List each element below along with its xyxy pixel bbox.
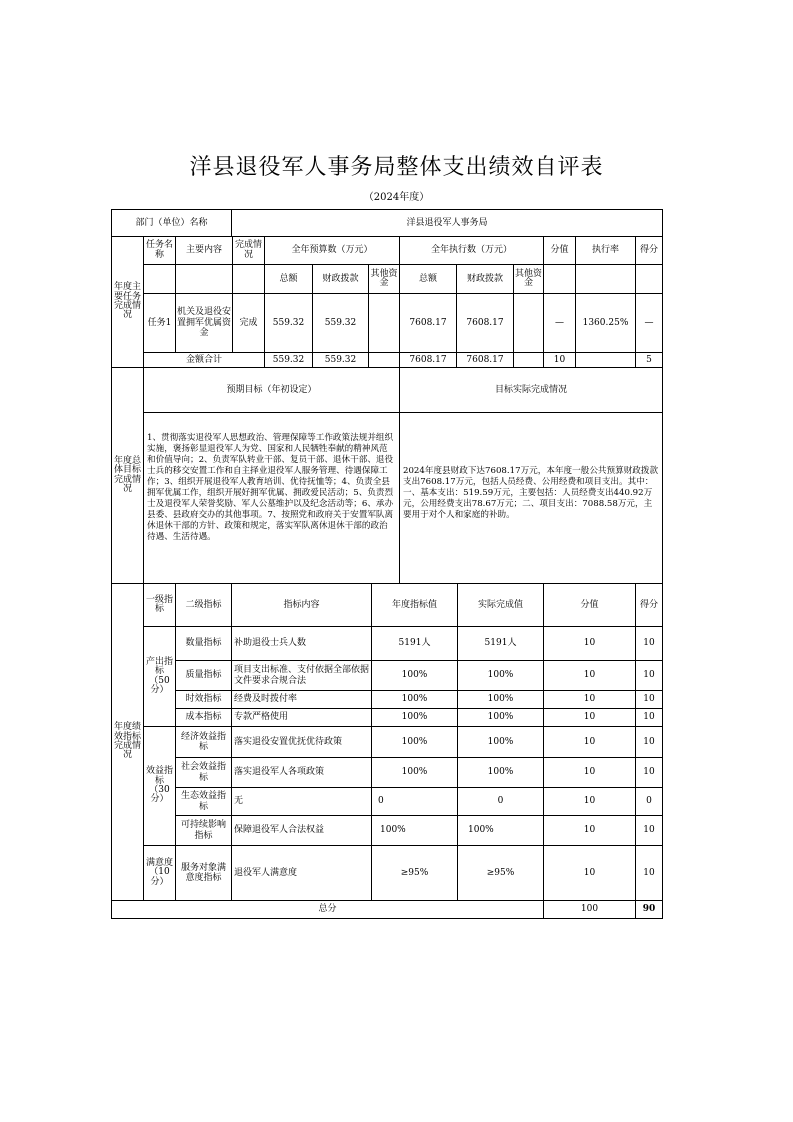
perf-header-l1: 一级指标 xyxy=(143,583,176,627)
perf-header-target: 年度指标值 xyxy=(371,583,458,627)
goal-actual-text: 2024年度县财政下达7608.17万元，本年度一般公共预算财政拨款支出7608.17万元，包括人员经费、公用经费和项目支出。其中：一、基本支出：519.59万元，主要包括：人员经费支出440.92万元，公用经费支出78.67万元；二、项目支出：7088.58万元，主要用于对个人和家庭的补助。 xyxy=(399,412,663,584)
total-got: 90 xyxy=(635,900,663,919)
indicator-target: 100% xyxy=(371,690,458,709)
indicator-l2: 服务对象满意度指标 xyxy=(175,845,232,901)
task-blank-2 xyxy=(175,264,233,294)
task1-score: — xyxy=(543,293,576,353)
indicator-target: 100% xyxy=(371,660,458,691)
task-header-score: 分值 xyxy=(543,236,576,265)
budget-total-header: 总额 xyxy=(264,264,313,294)
indicator-content: 落实退役安置优抚优待政策 xyxy=(231,726,372,758)
perf-header-l2: 二级指标 xyxy=(175,583,232,627)
dept-label: 部门（单位）名称 xyxy=(111,209,232,237)
indicator-target: 100% xyxy=(371,726,458,758)
indicator-l2: 经济效益指标 xyxy=(175,726,232,758)
task1-budget-other xyxy=(368,293,400,353)
indicator-score: 10 xyxy=(543,660,636,691)
indicator-actual: 100% xyxy=(457,726,544,758)
indicator-got: 10 xyxy=(635,690,663,709)
sum-rate xyxy=(575,352,636,368)
sum-got: 5 xyxy=(635,352,663,368)
indicator-l2: 生态效益指标 xyxy=(175,787,232,816)
indicator-content: 项目支出标准、支付依据全部依据文件要求合规合法 xyxy=(231,660,372,691)
task-blank-6 xyxy=(635,264,663,294)
sum-exec-total: 7608.17 xyxy=(399,352,457,368)
indicator-score: 10 xyxy=(543,690,636,709)
indicator-score: 10 xyxy=(543,815,636,846)
indicator-score: 10 xyxy=(543,757,636,788)
indicator-score: 10 xyxy=(543,845,636,901)
task-header-rate: 执行率 xyxy=(575,236,636,265)
perf-header-got: 得分 xyxy=(635,583,663,627)
sum-exec-other xyxy=(513,352,544,368)
indicator-score: 10 xyxy=(543,726,636,758)
exec-total-header: 总额 xyxy=(399,264,457,294)
task-section-label: 年度主要任务完成情况 xyxy=(111,236,144,368)
indicator-actual: 100% xyxy=(457,690,544,709)
total-label: 总分 xyxy=(111,900,544,919)
perf-header-content: 指标内容 xyxy=(231,583,372,627)
indicator-content: 无 xyxy=(231,787,372,816)
indicator-got: 10 xyxy=(635,708,663,727)
indicator-l2: 成本指标 xyxy=(175,708,232,727)
indicator-l2: 可持续影响指标 xyxy=(175,815,232,846)
indicator-got: 10 xyxy=(635,757,663,788)
task-blank-1 xyxy=(143,264,176,294)
task1-exec-fiscal: 7608.17 xyxy=(456,293,514,353)
goal-expected-text: 1、贯彻落实退役军人思想政治、管理保障等工作政策法规并组织实施，褒扬彰显退役军人为党、国家和人民牺牲奉献的精神风范和价值导向；2、负责军队转业干部、复员干部、退休干部、退役士兵的移交安置工作和自主择业退役军人服务管理、待遇保障工作；3、组织开展退役军人教育培训、优待抚恤等；4、负责全县拥军优属工作，组织开展好拥军优属、拥政爱民活动；5、负责烈士及退役军人荣誉奖励、军人公墓维护以及纪念活动等；6、承办县委、县政府交办的其他事项。7、按照党和政府关于安置军队离休退休干部的方针、政策和规定，落实军队离休退休干部的政治待遇、生活待遇。 xyxy=(143,412,400,584)
indicator-score: 10 xyxy=(543,708,636,727)
dept-value: 洋县退役军人事务局 xyxy=(231,209,663,237)
task1-content: 机关及退役安置拥军优属资金 xyxy=(175,293,233,353)
indicator-actual: 100% xyxy=(457,815,544,846)
exec-other-header: 其他资金 xyxy=(513,264,544,294)
task-header-budget: 全年预算数（万元） xyxy=(264,236,400,265)
indicator-content: 保障退役军人合法权益 xyxy=(231,815,372,846)
indicator-actual: ≥95% xyxy=(457,845,544,901)
task1-exec-total: 7608.17 xyxy=(399,293,457,353)
task1-got: — xyxy=(635,293,663,353)
budget-other-header: 其他资金 xyxy=(368,264,400,294)
indicator-got: 10 xyxy=(635,815,663,846)
task-blank-4 xyxy=(543,264,576,294)
task-header-exec: 全年执行数（万元） xyxy=(399,236,544,265)
indicator-target: 100% xyxy=(371,757,458,788)
task1-name: 任务1 xyxy=(143,293,176,353)
indicator-content: 补助退役士兵人数 xyxy=(231,626,372,661)
task-blank-3 xyxy=(232,264,265,294)
task-header-got: 得分 xyxy=(635,236,663,265)
task-header-done: 完成情况 xyxy=(232,236,265,265)
task1-budget-total: 559.32 xyxy=(264,293,313,353)
page-subtitle: （2024年度） xyxy=(363,192,430,203)
indicator-actual: 0 xyxy=(457,787,544,816)
goal-actual-header: 目标实际完成情况 xyxy=(399,367,663,413)
indicator-score: 10 xyxy=(543,787,636,816)
indicator-target: 0 xyxy=(371,787,458,816)
task-header-content: 主要内容 xyxy=(175,236,233,265)
goal-section-label: 年度总体目标完成情况 xyxy=(111,367,144,584)
indicator-l2: 时效指标 xyxy=(175,690,232,709)
perf-header-actual: 实际完成值 xyxy=(457,583,544,627)
indicator-got: 10 xyxy=(635,845,663,901)
total-score: 100 xyxy=(543,900,636,919)
page-title: 洋县退役军人事务局整体支出绩效自评表 xyxy=(189,155,604,180)
indicator-got: 10 xyxy=(635,726,663,758)
indicator-target: 5191人 xyxy=(371,626,458,661)
indicator-actual: 5191人 xyxy=(457,626,544,661)
indicator-content: 落实退役军人各项政策 xyxy=(231,757,372,788)
perf-header-score: 分值 xyxy=(543,583,636,627)
indicator-actual: 100% xyxy=(457,660,544,691)
indicator-actual: 100% xyxy=(457,708,544,727)
indicator-target: 100% xyxy=(371,708,458,727)
satis-label: 满意度（10分） xyxy=(143,845,176,901)
output-label: 产出指标（50分） xyxy=(143,626,176,727)
perf-section-label: 年度绩效指标完成情况 xyxy=(111,583,144,901)
task-header-name: 任务名称 xyxy=(143,236,176,265)
task1-done: 完成 xyxy=(232,293,265,353)
indicator-got: 0 xyxy=(635,787,663,816)
indicator-content: 专款严格使用 xyxy=(231,708,372,727)
indicator-target: 100% xyxy=(371,815,458,846)
indicator-got: 10 xyxy=(635,626,663,661)
sum-budget-other xyxy=(368,352,400,368)
indicator-content: 退役军人满意度 xyxy=(231,845,372,901)
indicator-score: 10 xyxy=(543,626,636,661)
indicator-target: ≥95% xyxy=(371,845,458,901)
task1-rate: 1360.25% xyxy=(575,293,636,353)
sum-label: 金额合计 xyxy=(143,352,265,368)
budget-fiscal-header: 财政拨款 xyxy=(312,264,369,294)
effect-label: 效益指标（30分） xyxy=(143,726,176,846)
indicator-l2: 社会效益指标 xyxy=(175,757,232,788)
sum-budget-fiscal: 559.32 xyxy=(312,352,369,368)
task1-exec-other xyxy=(513,293,544,353)
indicator-got: 10 xyxy=(635,660,663,691)
task1-budget-fiscal: 559.32 xyxy=(312,293,369,353)
sum-score: 10 xyxy=(543,352,576,368)
exec-fiscal-header: 财政拨款 xyxy=(456,264,514,294)
task-blank-5 xyxy=(575,264,636,294)
indicator-l2: 质量指标 xyxy=(175,660,232,691)
indicator-l2: 数量指标 xyxy=(175,626,232,661)
goal-expected-header: 预期目标（年初设定） xyxy=(143,367,400,413)
indicator-actual: 100% xyxy=(457,757,544,788)
sum-exec-fiscal: 7608.17 xyxy=(456,352,514,368)
indicator-content: 经费及时拨付率 xyxy=(231,690,372,709)
sum-budget-total: 559.32 xyxy=(264,352,313,368)
